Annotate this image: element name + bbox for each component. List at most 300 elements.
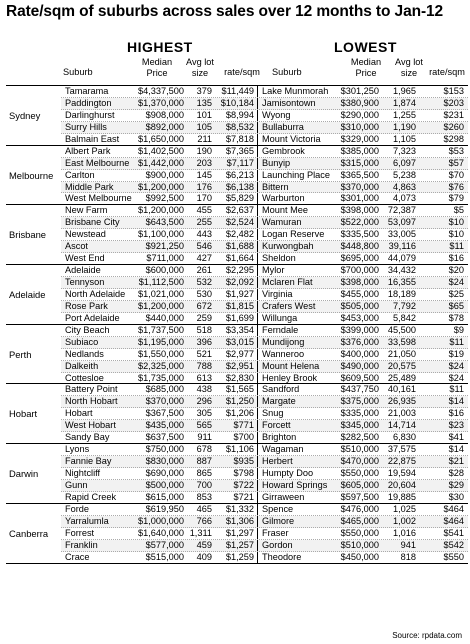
lowest-suburb-cell: Gembrook bbox=[262, 145, 305, 156]
lowest-avg-lot-size-cell: 19,594 bbox=[387, 468, 416, 478]
table-row bbox=[61, 337, 468, 349]
highest-avg-lot-size-cell: 145 bbox=[196, 169, 212, 180]
highest-suburb-cell: Battery Point bbox=[65, 384, 118, 395]
lowest-avg-lot-size-cell: 20,575 bbox=[387, 360, 416, 371]
lowest-median-price-cell: $370,000 bbox=[340, 181, 379, 192]
col-header-suburb-low: Suburb bbox=[272, 67, 302, 77]
table-row bbox=[61, 384, 468, 396]
lowest-rate-cell: $203 bbox=[443, 97, 464, 108]
lowest-avg-lot-size-cell: 45,500 bbox=[387, 324, 416, 335]
lowest-avg-lot-size-cell: 33,598 bbox=[387, 336, 416, 347]
highest-rate-cell: $721 bbox=[217, 492, 258, 503]
highest-avg-lot-size-cell: 296 bbox=[196, 396, 212, 407]
highest-avg-lot-size-cell: 672 bbox=[196, 300, 212, 311]
lowest-median-price-cell: $550,000 bbox=[340, 527, 379, 538]
highest-rate-cell: $2,830 bbox=[217, 373, 258, 384]
lowest-rate-cell: $19 bbox=[448, 348, 464, 359]
lowest-median-price-cell: $470,000 bbox=[340, 456, 379, 467]
highest-median-price-cell: $1,550,000 bbox=[138, 348, 184, 359]
col-header-avg-lot-size-high: Avg lot size bbox=[186, 57, 214, 78]
lowest-rate-cell: $24 bbox=[448, 372, 464, 383]
lowest-rate-cell: $464 bbox=[443, 503, 464, 514]
lowest-suburb-cell: Bittern bbox=[262, 181, 289, 192]
highest-suburb-cell: North Hobart bbox=[65, 396, 118, 407]
highest-rate-cell: $7,365 bbox=[217, 146, 258, 157]
highest-avg-lot-size-cell: 565 bbox=[196, 420, 212, 431]
highest-median-price-cell: $1,200,000 bbox=[138, 300, 184, 311]
lowest-median-price-cell: $398,000 bbox=[340, 277, 379, 287]
highest-suburb-cell: Dalkeith bbox=[65, 360, 99, 371]
lowest-avg-lot-size-cell: 39,116 bbox=[388, 241, 416, 252]
lowest-suburb-cell: Brighton bbox=[262, 432, 297, 443]
lowest-median-price-cell: $700,000 bbox=[340, 265, 379, 276]
region-group bbox=[6, 383, 468, 443]
table-row bbox=[61, 205, 468, 217]
lowest-rate-cell: $20 bbox=[448, 265, 464, 276]
lowest-median-price-cell: $522,000 bbox=[340, 217, 379, 228]
table-row bbox=[61, 265, 468, 277]
highest-median-price-cell: $440,000 bbox=[145, 312, 184, 323]
highest-avg-lot-size-cell: 678 bbox=[196, 444, 212, 455]
table-row bbox=[61, 277, 468, 289]
highest-suburb-cell: Middle Park bbox=[65, 181, 114, 192]
highest-avg-lot-size-cell: 911 bbox=[197, 432, 212, 443]
lowest-rate-cell: $10 bbox=[448, 229, 464, 240]
highest-rate-cell: $10,184 bbox=[217, 98, 258, 109]
lowest-suburb-cell: Spence bbox=[262, 503, 294, 514]
col-header-median-price-high: Median Price bbox=[141, 57, 173, 78]
table-row bbox=[61, 110, 468, 122]
highest-suburb-cell: Darlinghurst bbox=[65, 109, 115, 120]
highest-suburb-cell: Carlton bbox=[65, 169, 95, 180]
lowest-avg-lot-size-cell: 1,190 bbox=[393, 121, 416, 132]
highest-suburb-cell: Sandy Bay bbox=[65, 432, 110, 443]
highest-suburb-cell: Subiaco bbox=[65, 336, 99, 347]
lowest-median-price-cell: $510,000 bbox=[340, 539, 379, 550]
highest-avg-lot-size-cell: 546 bbox=[196, 241, 212, 252]
highest-median-price-cell: $921,250 bbox=[145, 241, 184, 252]
highest-suburb-cell: Surry Hills bbox=[65, 121, 107, 132]
table-row bbox=[61, 361, 468, 373]
highest-rate-cell: $1,306 bbox=[217, 516, 258, 527]
highest-suburb-cell: West End bbox=[65, 253, 105, 264]
highest-rate-cell: $1,106 bbox=[217, 444, 258, 455]
lowest-avg-lot-size-cell: 16,355 bbox=[387, 277, 416, 287]
lowest-avg-lot-size-cell: 5,842 bbox=[393, 312, 416, 323]
lowest-avg-lot-size-cell: 40,161 bbox=[387, 384, 416, 395]
lowest-avg-lot-size-cell: 21,003 bbox=[387, 408, 416, 419]
highest-avg-lot-size-cell: 409 bbox=[196, 551, 212, 562]
lowest-avg-lot-size-cell: 4,073 bbox=[393, 193, 416, 204]
highest-suburb-cell: City Beach bbox=[65, 324, 110, 335]
lowest-suburb-cell: Willunga bbox=[262, 312, 298, 323]
highest-rate-cell: $11,449 bbox=[217, 86, 258, 97]
lowest-avg-lot-size-cell: 6,830 bbox=[393, 432, 416, 443]
lowest-rate-cell: $76 bbox=[448, 181, 464, 192]
highest-median-price-cell: $435,000 bbox=[145, 420, 184, 431]
lowest-avg-lot-size-cell: 818 bbox=[400, 551, 416, 562]
highest-median-price-cell: $1,100,000 bbox=[138, 229, 184, 240]
table-row bbox=[61, 289, 468, 301]
highest-suburb-cell: Hobart bbox=[65, 408, 93, 419]
lowest-avg-lot-size-cell: 1,002 bbox=[393, 515, 416, 526]
highest-suburb-cell: Tamarama bbox=[65, 86, 109, 96]
highest-rate-cell: $798 bbox=[217, 468, 258, 479]
col-header-rate-low: rate/sqm bbox=[429, 67, 465, 77]
highest-median-price-cell: $685,000 bbox=[145, 384, 184, 395]
table-row bbox=[61, 170, 468, 182]
highest-suburb-cell: Tennyson bbox=[65, 277, 105, 287]
highest-rate-cell: $1,297 bbox=[217, 528, 258, 539]
highest-median-price-cell: $750,000 bbox=[145, 444, 184, 455]
highest-avg-lot-size-cell: 176 bbox=[196, 181, 212, 192]
highest-median-price-cell: $370,000 bbox=[145, 396, 184, 407]
lowest-median-price-cell: $448,800 bbox=[340, 241, 379, 252]
col-header-median-price-low: Median Price bbox=[350, 57, 382, 78]
highest-rate-cell: $1,927 bbox=[217, 289, 258, 300]
city-label: Sydney bbox=[9, 109, 41, 121]
lowest-avg-lot-size-cell: 7,792 bbox=[393, 300, 416, 311]
lowest-rate-cell: $41 bbox=[448, 432, 464, 443]
lowest-heading: LOWEST bbox=[334, 39, 397, 55]
highest-rate-cell: $1,565 bbox=[217, 384, 258, 395]
highest-rate-cell: $1,699 bbox=[217, 313, 258, 324]
table-title: Rate/sqm of suburbs across sales over 12 months to Jan-12 bbox=[6, 3, 444, 20]
table-row bbox=[61, 182, 468, 194]
lowest-median-price-cell: $380,900 bbox=[340, 97, 379, 108]
highest-avg-lot-size-cell: 170 bbox=[196, 193, 212, 204]
lowest-suburb-cell: Mount Helena bbox=[262, 360, 320, 371]
highest-avg-lot-size-cell: 521 bbox=[196, 348, 212, 359]
highest-suburb-cell: East Melbourne bbox=[65, 157, 130, 168]
highest-avg-lot-size-cell: 766 bbox=[196, 515, 212, 526]
region-group bbox=[6, 324, 468, 384]
highest-median-price-cell: $1,200,000 bbox=[138, 181, 184, 192]
lowest-rate-cell: $28 bbox=[448, 468, 464, 478]
highest-rate-cell: $771 bbox=[217, 420, 258, 431]
lowest-suburb-cell: Snug bbox=[262, 408, 284, 419]
lowest-rate-cell: $23 bbox=[448, 420, 464, 431]
lowest-suburb-cell: Wamuran bbox=[262, 217, 302, 228]
lowest-rate-cell: $30 bbox=[448, 491, 464, 502]
highest-avg-lot-size-cell: 427 bbox=[196, 253, 212, 264]
lowest-avg-lot-size-cell: 20,604 bbox=[387, 479, 416, 490]
lowest-suburb-cell: Humpty Doo bbox=[262, 468, 314, 478]
col-header-rate-high: rate/sqm bbox=[224, 67, 260, 77]
city-label: Canberra bbox=[9, 527, 49, 539]
lowest-median-price-cell: $510,000 bbox=[340, 444, 379, 455]
lowest-avg-lot-size-cell: 1,965 bbox=[393, 86, 416, 96]
highest-avg-lot-size-cell: 255 bbox=[196, 217, 212, 228]
lowest-suburb-cell: Howard Springs bbox=[262, 479, 328, 490]
lowest-suburb-cell: Bunyip bbox=[262, 157, 291, 168]
table-row bbox=[61, 229, 468, 241]
highest-suburb-cell: North Adelaide bbox=[65, 288, 126, 299]
highest-suburb-cell: Crace bbox=[65, 551, 90, 562]
highest-suburb-cell: Cottesloe bbox=[65, 372, 104, 383]
lowest-median-price-cell: $437,750 bbox=[340, 384, 379, 395]
lowest-suburb-cell: Herbert bbox=[262, 456, 293, 467]
highest-avg-lot-size-cell: 135 bbox=[196, 97, 212, 108]
lowest-rate-cell: $550 bbox=[443, 551, 464, 562]
lowest-suburb-cell: Sandford bbox=[262, 384, 300, 395]
highest-avg-lot-size-cell: 443 bbox=[196, 229, 212, 240]
lowest-rate-cell: $16 bbox=[448, 253, 464, 264]
table-row bbox=[61, 349, 468, 361]
table-row bbox=[61, 98, 468, 110]
highest-median-price-cell: $367,500 bbox=[145, 408, 184, 419]
highest-rate-cell: $6,138 bbox=[217, 182, 258, 193]
lowest-avg-lot-size-cell: 19,885 bbox=[387, 491, 416, 502]
highest-median-price-cell: $1,021,000 bbox=[138, 288, 184, 299]
region-group bbox=[6, 204, 468, 264]
highest-rate-cell: $6,213 bbox=[217, 170, 258, 181]
lowest-rate-cell: $11 bbox=[449, 336, 464, 347]
highest-median-price-cell: $643,500 bbox=[145, 217, 184, 228]
lowest-rate-cell: $298 bbox=[443, 133, 464, 144]
table-row bbox=[61, 408, 468, 420]
lowest-suburb-cell: Gilmore bbox=[262, 515, 295, 526]
highest-median-price-cell: $619,950 bbox=[145, 503, 184, 514]
highest-median-price-cell: $2,325,000 bbox=[138, 360, 184, 371]
lowest-median-price-cell: $315,000 bbox=[340, 157, 379, 168]
lowest-avg-lot-size-cell: 14,714 bbox=[387, 420, 416, 431]
lowest-rate-cell: $25 bbox=[448, 288, 464, 299]
highest-avg-lot-size-cell: 865 bbox=[196, 468, 212, 478]
highest-suburb-cell: Rapid Creek bbox=[65, 491, 117, 502]
highest-suburb-cell: Brisbane City bbox=[65, 217, 120, 228]
lowest-rate-cell: $24 bbox=[448, 277, 464, 287]
table-row bbox=[61, 396, 468, 408]
highest-suburb-cell: Forde bbox=[65, 503, 90, 514]
highest-avg-lot-size-cell: 101 bbox=[196, 109, 212, 120]
highest-suburb-cell: Albert Park bbox=[65, 145, 111, 156]
highest-avg-lot-size-cell: 438 bbox=[196, 384, 212, 395]
highest-suburb-cell: Paddington bbox=[65, 97, 112, 108]
highest-median-price-cell: $577,000 bbox=[145, 539, 184, 550]
highest-rate-cell: $1,664 bbox=[217, 253, 258, 264]
highest-suburb-cell: Lyons bbox=[65, 444, 90, 455]
lowest-median-price-cell: $453,000 bbox=[340, 312, 379, 323]
lowest-median-price-cell: $335,500 bbox=[340, 229, 379, 240]
city-label: Melbourne bbox=[9, 169, 54, 181]
highest-rate-cell: $1,259 bbox=[217, 552, 258, 563]
highest-median-price-cell: $900,000 bbox=[145, 169, 184, 180]
highest-avg-lot-size-cell: 105 bbox=[196, 121, 212, 132]
highest-median-price-cell: $1,195,000 bbox=[138, 336, 184, 347]
table-row bbox=[61, 504, 468, 516]
highest-rate-cell: $1,688 bbox=[217, 241, 258, 252]
lowest-avg-lot-size-cell: 22,875 bbox=[387, 456, 416, 467]
table-row bbox=[61, 444, 468, 456]
lowest-avg-lot-size-cell: 1,255 bbox=[393, 109, 416, 120]
lowest-median-price-cell: $365,500 bbox=[340, 169, 379, 180]
highest-suburb-cell: Nightcliff bbox=[65, 468, 101, 478]
table-row bbox=[61, 158, 468, 170]
highest-median-price-cell: $1,370,000 bbox=[138, 97, 184, 108]
highest-median-price-cell: $1,735,000 bbox=[138, 372, 184, 383]
highest-suburb-cell: Franklin bbox=[65, 539, 98, 550]
source-note: Source: rpdata.com bbox=[392, 631, 462, 640]
lowest-median-price-cell: $605,000 bbox=[340, 479, 379, 490]
table-row bbox=[61, 516, 468, 528]
highest-suburb-cell: Port Adelaide bbox=[65, 312, 120, 323]
lowest-suburb-cell: Mundijong bbox=[262, 336, 305, 347]
lowest-rate-cell: $10 bbox=[448, 217, 464, 228]
lowest-median-price-cell: $505,000 bbox=[340, 300, 379, 311]
lowest-median-price-cell: $310,000 bbox=[340, 121, 379, 132]
highest-median-price-cell: $1,200,000 bbox=[138, 205, 184, 216]
highest-suburb-cell: Gunn bbox=[65, 479, 88, 490]
highest-rate-cell: $1,250 bbox=[217, 396, 258, 407]
table-row bbox=[61, 301, 468, 313]
lowest-rate-cell: $542 bbox=[443, 539, 464, 550]
highest-heading: HIGHEST bbox=[127, 39, 193, 55]
highest-avg-lot-size-cell: 211 bbox=[197, 133, 212, 144]
lowest-rate-cell: $260 bbox=[443, 121, 464, 132]
highest-median-price-cell: $615,000 bbox=[145, 491, 184, 502]
lowest-avg-lot-size-cell: 21,050 bbox=[387, 348, 416, 359]
highest-suburb-cell: Forrest bbox=[65, 527, 95, 538]
lowest-avg-lot-size-cell: 1,016 bbox=[393, 527, 416, 538]
highest-avg-lot-size-cell: 259 bbox=[196, 312, 212, 323]
table-row bbox=[61, 373, 468, 384]
lowest-median-price-cell: $695,000 bbox=[340, 253, 379, 264]
highest-suburb-cell: Adelaide bbox=[65, 265, 101, 276]
lowest-rate-cell: $57 bbox=[448, 157, 464, 168]
highest-avg-lot-size-cell: 190 bbox=[196, 145, 212, 156]
lowest-median-price-cell: $476,000 bbox=[340, 503, 379, 514]
highest-median-price-cell: $1,112,500 bbox=[138, 277, 184, 287]
lowest-avg-lot-size-cell: 941 bbox=[400, 539, 416, 550]
lowest-rate-cell: $16 bbox=[448, 408, 464, 419]
table-row bbox=[61, 456, 468, 468]
lowest-rate-cell: $70 bbox=[448, 169, 464, 180]
lowest-rate-cell: $53 bbox=[448, 145, 464, 156]
highest-rate-cell: $935 bbox=[217, 456, 258, 467]
highest-avg-lot-size-cell: 465 bbox=[196, 503, 212, 514]
lowest-median-price-cell: $597,500 bbox=[340, 491, 379, 502]
lowest-suburb-cell: Sheldon bbox=[262, 253, 296, 264]
table-row bbox=[61, 86, 468, 98]
city-label: Hobart bbox=[9, 408, 38, 420]
highest-avg-lot-size-cell: 518 bbox=[196, 324, 212, 335]
highest-rate-cell: $7,117 bbox=[217, 158, 258, 169]
lowest-median-price-cell: $385,000 bbox=[340, 145, 379, 156]
region-group bbox=[6, 503, 468, 564]
highest-rate-cell: $700 bbox=[217, 432, 258, 443]
highest-rate-cell: $1,332 bbox=[217, 504, 258, 515]
lowest-avg-lot-size-cell: 1,874 bbox=[393, 97, 416, 108]
table-row bbox=[61, 540, 468, 552]
lowest-suburb-cell: Logan Reserve bbox=[262, 229, 325, 240]
lowest-avg-lot-size-cell: 4,863 bbox=[393, 181, 416, 192]
highest-avg-lot-size-cell: 532 bbox=[196, 277, 212, 287]
lowest-suburb-cell: Kurwongbah bbox=[262, 241, 314, 252]
city-label: Perth bbox=[9, 348, 32, 360]
lowest-suburb-cell: Wyong bbox=[262, 109, 291, 120]
highest-rate-cell: $1,257 bbox=[217, 540, 258, 551]
highest-avg-lot-size-cell: 396 bbox=[196, 336, 212, 347]
lowest-rate-cell: $541 bbox=[443, 527, 464, 538]
lowest-median-price-cell: $329,000 bbox=[340, 133, 379, 144]
highest-avg-lot-size-cell: 203 bbox=[196, 157, 212, 168]
lowest-suburb-cell: Mount Victoria bbox=[262, 133, 321, 144]
lowest-avg-lot-size-cell: 53,097 bbox=[387, 217, 416, 228]
region-group bbox=[6, 443, 468, 503]
lowest-suburb-cell: Bullaburra bbox=[262, 121, 304, 132]
highest-suburb-cell: West Hobart bbox=[65, 420, 116, 431]
highest-rate-cell: $1,206 bbox=[217, 408, 258, 419]
lowest-avg-lot-size-cell: 25,489 bbox=[387, 372, 416, 383]
table-row bbox=[61, 420, 468, 432]
lowest-median-price-cell: $301,000 bbox=[340, 193, 379, 204]
lowest-avg-lot-size-cell: 5,238 bbox=[393, 169, 416, 180]
highest-rate-cell: $3,015 bbox=[217, 337, 258, 348]
highest-suburb-cell: Rose Park bbox=[65, 300, 108, 311]
highest-avg-lot-size-cell: 853 bbox=[196, 491, 212, 502]
lowest-rate-cell: $29 bbox=[448, 479, 464, 490]
highest-suburb-cell: Newstead bbox=[65, 229, 106, 240]
lowest-rate-cell: $231 bbox=[443, 109, 464, 120]
highest-avg-lot-size-cell: 305 bbox=[196, 408, 212, 419]
highest-suburb-cell: New Farm bbox=[65, 205, 108, 216]
lowest-rate-cell: $24 bbox=[448, 360, 464, 371]
highest-rate-cell: $3,354 bbox=[217, 325, 258, 336]
lowest-median-price-cell: $455,000 bbox=[340, 288, 379, 299]
table-row bbox=[61, 313, 468, 324]
table-row bbox=[61, 146, 468, 158]
lowest-median-price-cell: $490,000 bbox=[340, 360, 379, 371]
data-table bbox=[6, 85, 468, 564]
highest-median-price-cell: $515,000 bbox=[145, 551, 184, 562]
lowest-rate-cell: $464 bbox=[443, 515, 464, 526]
lowest-median-price-cell: $609,500 bbox=[340, 372, 379, 383]
highest-rate-cell: $2,295 bbox=[217, 265, 258, 276]
lowest-suburb-cell: Theodore bbox=[262, 551, 302, 562]
highest-avg-lot-size-cell: 1,311 bbox=[189, 527, 212, 538]
highest-median-price-cell: $637,500 bbox=[145, 432, 184, 443]
city-label: Adelaide bbox=[9, 288, 46, 300]
lowest-suburb-cell: Mount Mee bbox=[262, 205, 308, 216]
highest-rate-cell: $5,829 bbox=[217, 193, 258, 204]
table-row bbox=[61, 492, 468, 503]
lowest-rate-cell: $153 bbox=[443, 86, 464, 96]
table-row bbox=[61, 432, 468, 443]
highest-avg-lot-size-cell: 261 bbox=[196, 265, 212, 276]
highest-suburb-cell: West Melbourne bbox=[65, 193, 132, 204]
highest-rate-cell: $8,994 bbox=[217, 110, 258, 121]
highest-median-price-cell: $908,000 bbox=[145, 109, 184, 120]
highest-avg-lot-size-cell: 530 bbox=[196, 288, 212, 299]
lowest-suburb-cell: Warburton bbox=[262, 193, 305, 204]
lowest-median-price-cell: $399,000 bbox=[340, 324, 379, 335]
lowest-avg-lot-size-cell: 6,097 bbox=[393, 157, 416, 168]
highest-median-price-cell: $711,000 bbox=[146, 253, 184, 264]
highest-avg-lot-size-cell: 887 bbox=[196, 456, 212, 467]
lowest-rate-cell: $78 bbox=[448, 312, 464, 323]
lowest-median-price-cell: $345,000 bbox=[340, 420, 379, 431]
table-row bbox=[61, 122, 468, 134]
lowest-rate-cell: $14 bbox=[448, 444, 464, 455]
highest-suburb-cell: Nedlands bbox=[65, 348, 104, 359]
lowest-suburb-cell: Gordon bbox=[262, 539, 293, 550]
highest-median-price-cell: $1,000,000 bbox=[138, 515, 184, 526]
lowest-suburb-cell: Fraser bbox=[262, 527, 289, 538]
table-row bbox=[61, 253, 468, 264]
lowest-avg-lot-size-cell: 34,432 bbox=[387, 265, 416, 276]
lowest-rate-cell: $65 bbox=[448, 300, 464, 311]
